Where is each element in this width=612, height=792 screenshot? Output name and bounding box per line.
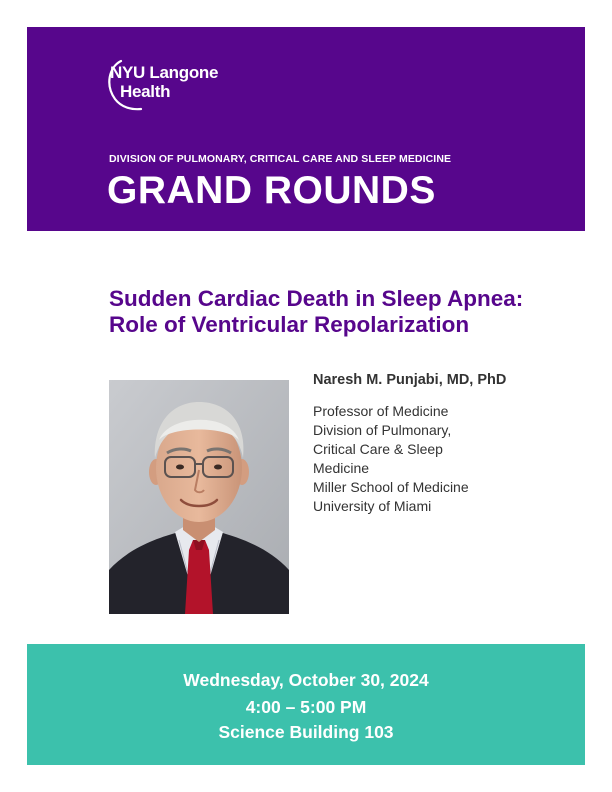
speaker-affiliation-line: Medicine (313, 460, 370, 476)
event-date: Wednesday, October 30, 2024 (183, 670, 429, 690)
speaker-photo (109, 380, 289, 614)
event-details-band (27, 644, 585, 765)
speaker-affiliation-line: Miller School of Medicine (313, 479, 469, 495)
header-band (27, 27, 585, 231)
speaker-info (313, 371, 533, 516)
logo-text-line2: Health (120, 82, 171, 101)
division-name: DIVISION OF PULMONARY, CRITICAL CARE AND SLEEP MEDICINE (109, 153, 452, 165)
event-location: Science Building 103 (218, 722, 394, 742)
speaker-affiliation-line: Division of Pulmonary, (313, 422, 452, 438)
speaker-affiliation-line: Professor of Medicine (313, 403, 449, 419)
talk-title: Sudden Cardiac Death in Sleep Apnea: Role of Ventricular Repolarization (109, 286, 524, 337)
speaker-affiliation-line: University of Miami (313, 498, 432, 514)
speaker-portrait-image (109, 380, 289, 614)
speaker-name: Naresh M. Punjabi, MD, PhD (313, 372, 507, 388)
logo-text-line1: NYU Langone (110, 63, 219, 82)
event-series-title: GRAND ROUNDS (107, 169, 436, 212)
event-time: 4:00 – 5:00 PM (245, 697, 367, 717)
nyu-langone-logo (107, 55, 247, 115)
speaker-affiliation-line: Critical Care & Sleep (313, 441, 443, 457)
